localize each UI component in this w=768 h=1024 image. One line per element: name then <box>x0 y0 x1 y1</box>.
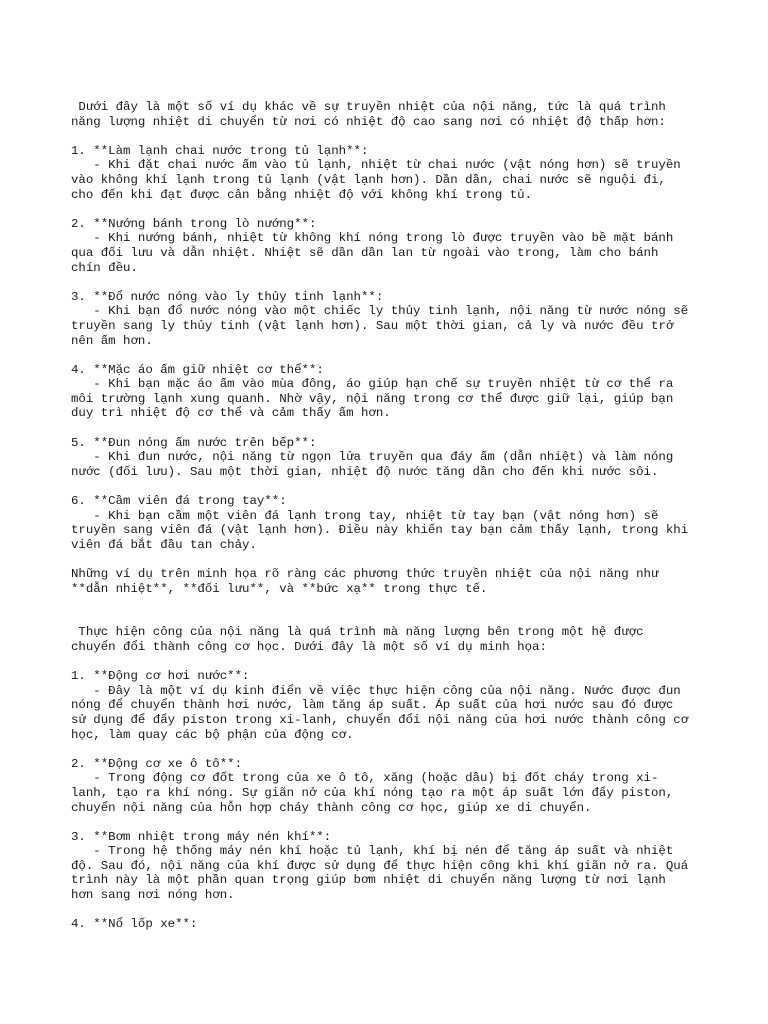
text-line: - Khi nướng bánh, nhiệt từ không khí nóng trong lò được truyền vào bề mặt bánh <box>71 231 674 246</box>
text-line: - Đây là một ví dụ kinh điển về việc thực hiện công của nội năng. Nước được đun <box>71 683 681 698</box>
text-line: độ. Sau đó, nội năng của khí được sử dụng để thực hiện công khi khí giãn nở ra. Quá <box>71 858 689 873</box>
text-line <box>71 655 761 670</box>
text-line: 4. **Mặc áo ấm giữ nhiệt cơ thể**: <box>71 362 324 377</box>
text-line: - Khi bạn cầm một viên đá lạnh trong tay, nhiệt từ tay bạn (vật nóng hơn) sẽ <box>71 508 659 523</box>
text-line: viên đá bắt đầu tan chảy. <box>71 537 257 552</box>
text-line: nên ấm hơn. <box>71 333 153 348</box>
text-line: nóng để chuyển thành hơi nước, làm tăng áp suất. Áp suất của hơi nước sau đó được <box>71 698 674 713</box>
text-line: **dẫn nhiệt**, **đối lưu**, và **bức xạ** trong thực tế. <box>71 581 488 596</box>
text-line <box>71 202 761 217</box>
text-line: 3. **Đổ nước nóng vào ly thủy tinh lạnh**: <box>71 289 384 304</box>
text-line <box>71 421 761 436</box>
text-line <box>71 552 761 567</box>
text-line: qua đối lưu và dẫn nhiệt. Nhiệt sẽ dần dần lan từ ngoài vào trong, làm cho bánh <box>71 245 659 260</box>
text-line: học, làm quay các bộ phận của động cơ. <box>71 727 354 742</box>
text-line <box>71 596 761 611</box>
text-line: - Trong động cơ đốt trong của xe ô tô, xăng (hoặc dầu) bị đốt cháy trong xi- <box>71 771 659 786</box>
text-line: sử dụng để đẩy piston trong xi-lanh, chuyển đổi nội năng của hơi nước thành công cơ <box>71 712 689 727</box>
text-line <box>71 348 761 363</box>
text-line: môi trường lạnh xung quanh. Nhờ vậy, nội năng trong cơ thể được giữ lại, giúp bạn <box>71 391 674 406</box>
text-line: 1. **Động cơ hơi nước**: <box>71 669 250 684</box>
text-line: - Trong hệ thống máy nén khí hoặc tủ lạnh, khí bị nén để tăng áp suất và nhiệt <box>71 844 674 859</box>
text-line: - Khi đun nước, nội năng từ ngọn lửa truyền qua đáy ấm (dẫn nhiệt) và làm nóng <box>71 450 674 465</box>
text-line: 4. **Nổ lốp xe**: <box>71 917 198 932</box>
text-line: trình này là một phần quan trọng giúp bơm nhiệt di chuyển năng lượng từ nơi lạnh <box>71 873 666 888</box>
text-line: Dưới đây là một số ví dụ khác về sự truyền nhiệt của nội năng, tức là quá trình <box>71 100 666 114</box>
text-line: cho đến khi đạt được cân bằng nhiệt độ với không khí trong tủ. <box>71 187 533 202</box>
text-line: Những ví dụ trên minh họa rõ ràng các phương thức truyền nhiệt của nội năng như <box>71 567 659 581</box>
text-line <box>71 479 761 494</box>
text-line <box>71 275 761 290</box>
text-line: truyền sang viên đá (vật lạnh hơn). Điều này khiến tay bạn cảm thấy lạnh, trong khi <box>71 523 689 538</box>
text-line <box>71 903 761 918</box>
text-line: lanh, tạo ra khí nóng. Sự giãn nở của khí nóng tạo ra một áp suất lớn đẩy piston, <box>71 785 674 800</box>
text-line: truyền sang ly thủy tinh (vật lạnh hơn). Sau một thời gian, cả ly và nước đều trở <box>71 318 674 333</box>
text-line: 3. **Bơm nhiệt trong máy nén khí**: <box>71 829 332 844</box>
text-line: - Khi bạn mặc áo ấm vào mùa đông, áo giúp hạn chế sự truyền nhiệt từ cơ thể ra <box>71 377 674 392</box>
text-line <box>71 129 761 144</box>
document-text <box>71 100 761 932</box>
text-line: 5. **Đun nóng ấm nước trên bếp**: <box>71 435 317 450</box>
text-line <box>71 742 761 757</box>
text-line: nước (đối lưu). Sau một thời gian, nhiệt độ nước tăng dần cho đến khi nước sôi. <box>71 464 659 479</box>
text-line: chuyển nội năng của hỗn hợp cháy thành công cơ học, giúp xe di chuyển. <box>71 800 592 815</box>
text-line: - Khi đặt chai nước ấm vào tủ lạnh, nhiệt từ chai nước (vật nóng hơn) sẽ truyền <box>71 158 681 173</box>
text-line: 2. **Nướng bánh trong lò nướng**: <box>71 216 317 231</box>
text-line: năng lượng nhiệt di chuyển từ nơi có nhiệt độ cao sang nơi có nhiệt độ thấp hơn: <box>71 114 666 129</box>
text-line: Thực hiện công của nội năng là quá trình mà năng lượng bên trong một hệ được <box>71 625 644 640</box>
text-line: 1. **Làm lạnh chai nước trong tủ lạnh**: <box>71 143 369 158</box>
text-line: 6. **Cầm viên đá trong tay**: <box>71 494 287 509</box>
text-line: chín đều. <box>71 260 138 275</box>
text-line: duy trì nhiệt độ cơ thể và cảm thấy ấm hơn. <box>71 406 391 421</box>
text-line: chuyển đổi thành công cơ học. Dưới đây là một số ví dụ minh họa: <box>71 639 547 654</box>
text-line: hơn sang nơi nóng hơn. <box>71 888 235 903</box>
text-line: 2. **Động cơ xe ô tô**: <box>71 756 243 771</box>
text-line <box>71 815 761 830</box>
text-line: - Khi bạn đổ nước nóng vào một chiếc ly thủy tinh lạnh, nội năng từ nước nóng sẽ <box>71 304 689 319</box>
text-line: vào không khí lạnh trong tủ lạnh (vật lạnh hơn). Dần dần, chai nước sẽ nguội đi, <box>71 172 666 187</box>
text-line <box>71 611 761 626</box>
